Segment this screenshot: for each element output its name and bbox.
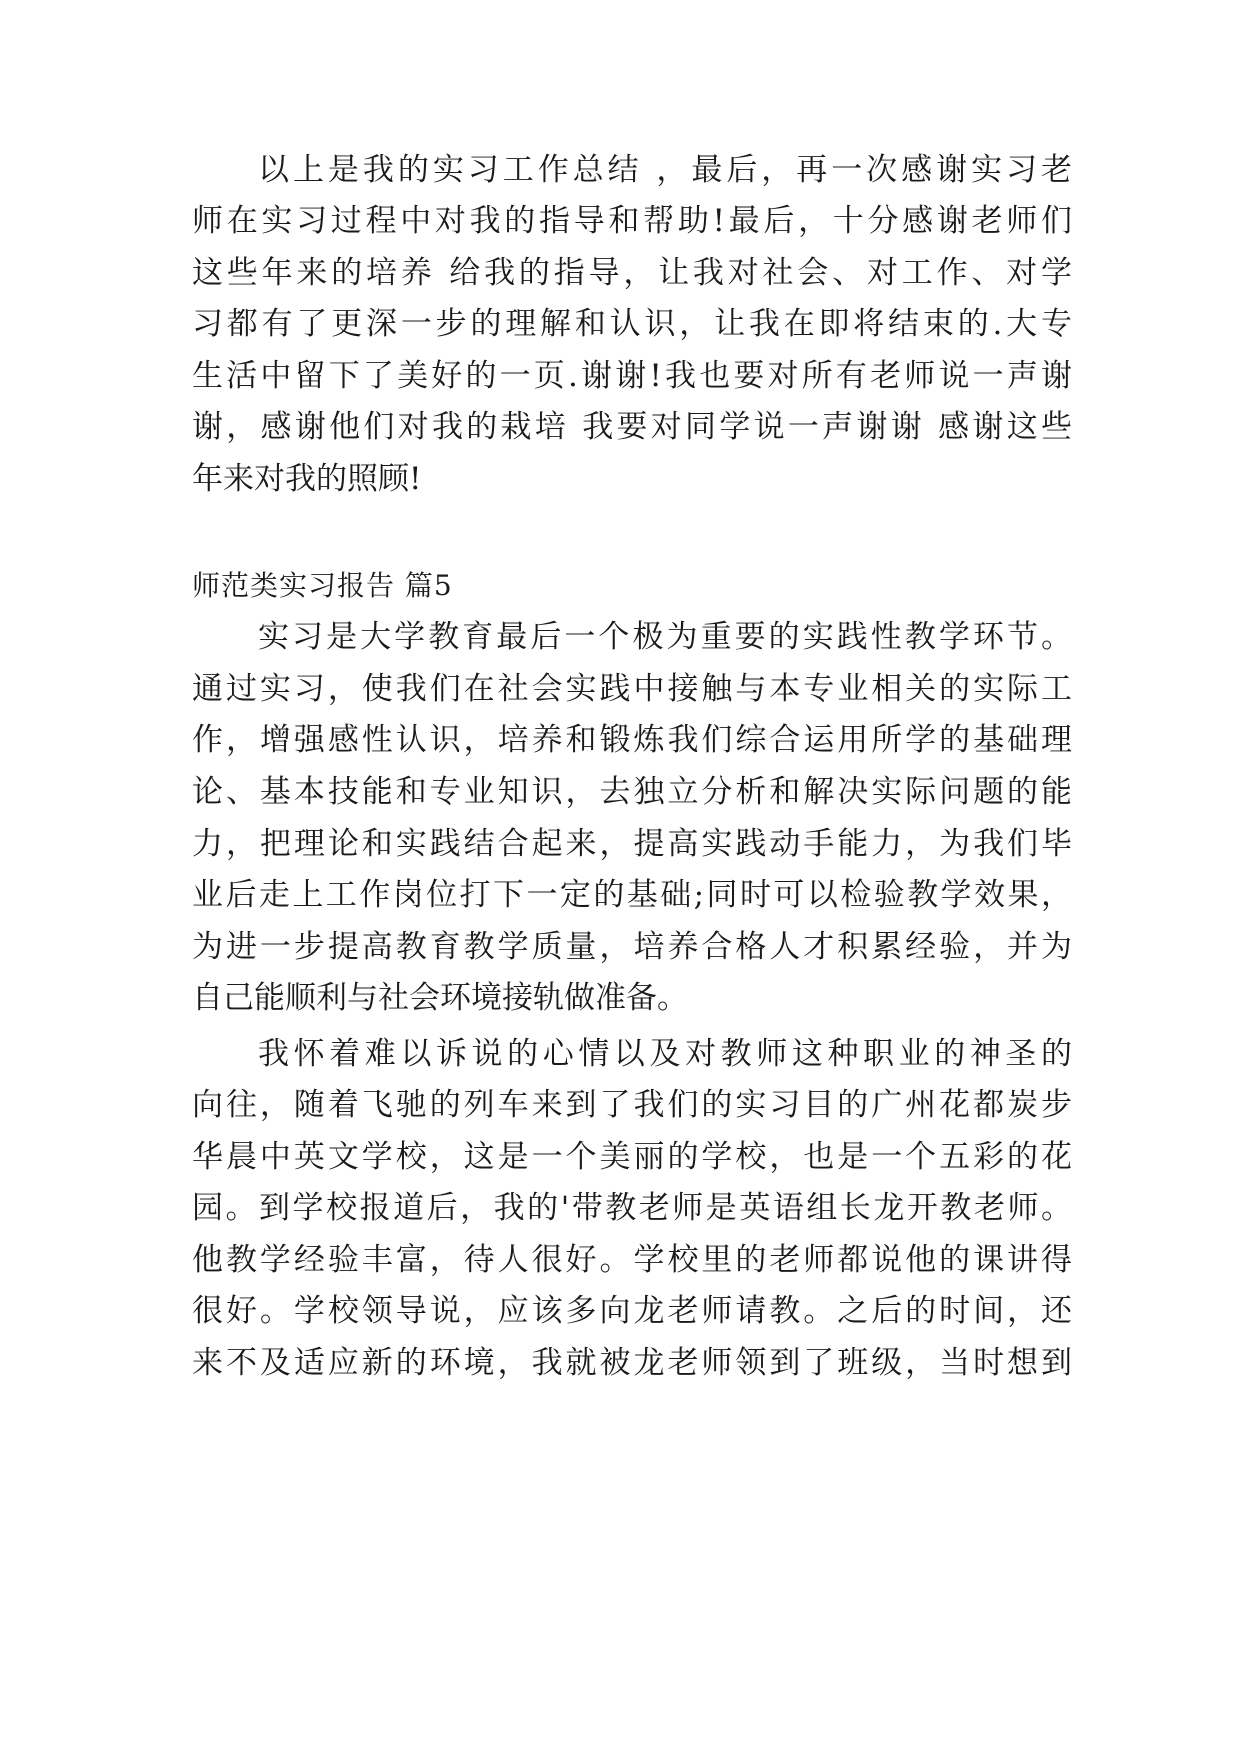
text-line: 以上是我的实习工作总结 ，最后，再一次感谢实习老	[258, 152, 1072, 188]
text-line: 生活中留下了美好的一页.谢谢!我也要对所有老师说一声谢	[192, 358, 1072, 394]
text-line: 谢，感谢他们对我的栽培 我要对同学说一声谢谢 感谢这些	[192, 409, 1072, 445]
text-line: 我怀着难以诉说的心情以及对教师这种职业的神圣的	[258, 1036, 1072, 1072]
text-line: 论、基本技能和专业知识，去独立分析和解决实际问题的能	[192, 774, 1072, 810]
text-line: 华晨中英文学校，这是一个美丽的学校，也是一个五彩的花	[192, 1139, 1072, 1175]
text-line: 向往，随着飞驰的列车来到了我们的实习目的广州花都炭步	[192, 1087, 1072, 1123]
text-line: 来不及适应新的环境，我就被龙老师领到了班级，当时想到	[192, 1345, 1072, 1381]
text-line: 园。到学校报道后，我的'带教老师是英语组长龙开教老师。	[192, 1190, 1072, 1226]
text-line: 力，把理论和实践结合起来，提高实践动手能力，为我们毕	[192, 826, 1072, 862]
text-line: 业后走上工作岗位打下一定的基础;同时可以检验教学效果，	[192, 877, 1072, 913]
text-line: 习都有了更深一步的理解和认识，让我在即将结束的.大专	[192, 306, 1072, 342]
text-line: 他教学经验丰富，待人很好。学校里的老师都说他的课讲得	[192, 1242, 1072, 1278]
text-line: 年来对我的照顾!	[192, 461, 422, 497]
section-heading: 师范类实习报告 篇5	[192, 569, 453, 602]
text-line: 很好。学校领导说，应该多向龙老师请教。之后的时间，还	[192, 1293, 1072, 1329]
text-line: 这些年来的培养 给我的指导，让我对社会、对工作、对学	[192, 255, 1072, 291]
text-line: 师在实习过程中对我的指导和帮助!最后，十分感谢老师们	[192, 203, 1072, 239]
text-line: 自己能顺利与社会环境接轨做准备。	[192, 980, 688, 1016]
text-line: 为进一步提高教育教学质量，培养合格人才积累经验，并为	[192, 929, 1072, 965]
text-line: 作，增强感性认识，培养和锻炼我们综合运用所学的基础理	[192, 722, 1072, 758]
text-line: 通过实习，使我们在社会实践中接触与本专业相关的实际工	[192, 671, 1072, 707]
text-line: 实习是大学教育最后一个极为重要的实践性教学环节。	[258, 619, 1072, 655]
